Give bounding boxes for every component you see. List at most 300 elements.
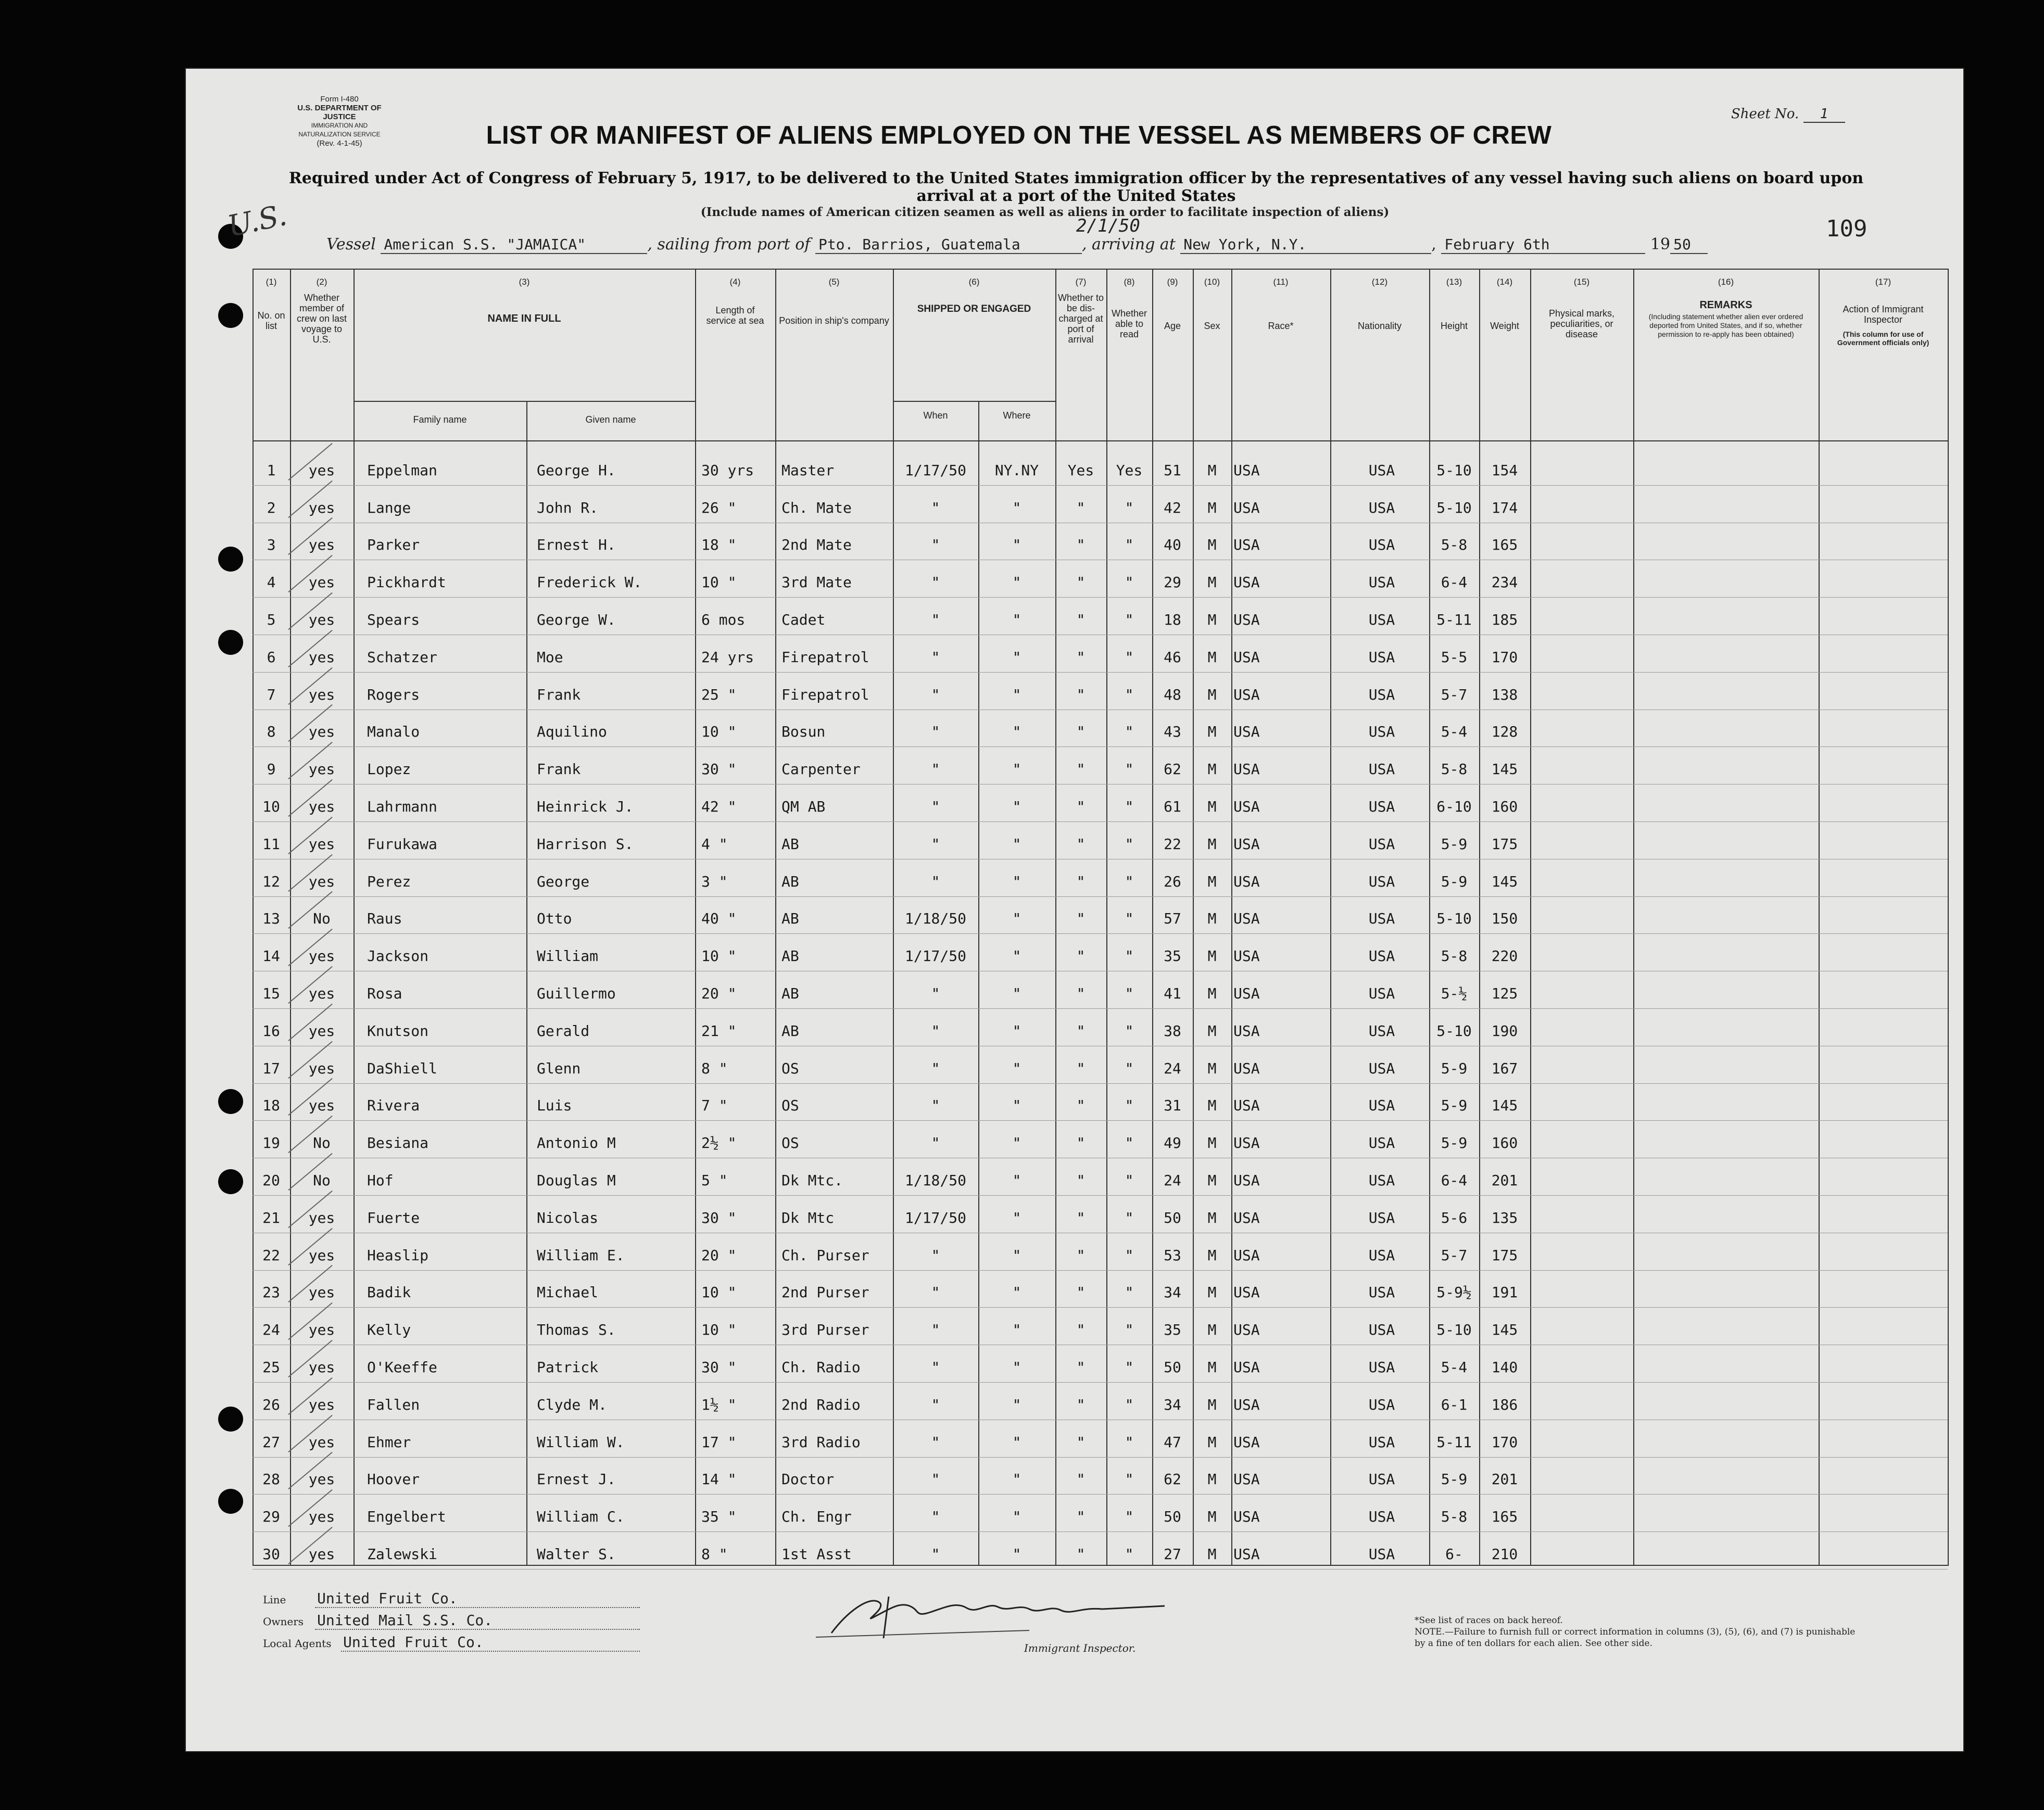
cell-race: USA [1233,872,1260,890]
cell-race: USA [1233,1059,1260,1077]
cell-age: 47 [1164,1433,1181,1451]
cell-service: 1½ " [701,1396,737,1413]
cell-age: 53 [1164,1246,1181,1264]
cell-age: 34 [1164,1284,1181,1301]
cell-nationality: USA [1368,1246,1395,1264]
cell-sex: M [1207,611,1217,628]
cell-last: yes [308,1209,335,1226]
cell-race: USA [1233,1246,1260,1264]
cell-nationality: USA [1368,761,1395,778]
cell-family: Eppelman [367,461,437,479]
cell-no: 6 [267,648,276,666]
sailing-value: Pto. Barrios, Guatemala [815,236,1082,254]
cell-age: 51 [1164,461,1181,479]
cell-nationality: USA [1368,1097,1395,1115]
cell-last: yes [308,1284,335,1301]
cell-when: " [931,872,940,890]
cell-no: 29 [262,1508,280,1526]
cell-last: yes [308,798,335,815]
cell-nationality: USA [1368,611,1395,628]
cell-age: 41 [1164,985,1181,1002]
cell-given: Ernest H. [537,536,616,554]
cell-sex: M [1207,499,1217,516]
cell-weight: 191 [1491,1284,1518,1301]
cell-where: " [1012,1508,1021,1526]
cell-when: " [931,536,940,554]
col-head-remarks: REMARKS [1699,299,1752,311]
cell-where: " [1012,686,1021,703]
cell-race: USA [1233,648,1260,666]
cell-when: " [931,499,940,516]
col-num-3: (3) [519,277,530,287]
cell-sex: M [1207,1209,1217,1226]
cell-age: 50 [1164,1359,1181,1376]
cell-discharged: " [1076,686,1086,703]
cell-no: 14 [262,947,280,965]
cell-last: yes [308,947,335,965]
col-head-shipped: SHIPPED OR ENGAGED [917,303,1031,314]
cell-nationality: USA [1368,686,1395,703]
cell-position: Dk Mtc [781,1209,835,1226]
cell-read: " [1125,1471,1134,1488]
col-head-race: Race* [1268,321,1294,331]
col-head-nationality: Nationality [1357,321,1402,331]
cell-where: " [1012,1396,1021,1413]
cell-sex: M [1207,1396,1217,1413]
col-num-5: (5) [828,277,840,287]
cell-last: yes [308,574,335,591]
cell-nationality: USA [1368,1022,1395,1040]
cell-position: AB [781,947,799,965]
row-rule [253,1531,1948,1532]
arriving-label: , arriving at [1081,235,1176,254]
include-statement: (Include names of American citizen seamen as well as aliens in order to facilitate inspection of aliens) [700,205,1390,219]
cell-position: AB [781,985,799,1002]
cell-age: 62 [1164,1471,1181,1488]
cell-weight: 138 [1491,686,1518,703]
cell-weight: 220 [1491,947,1518,965]
cell-discharged: " [1076,1134,1086,1152]
cell-service: 18 " [701,536,737,554]
cell-where: " [1012,1059,1021,1077]
col-num-2: (2) [316,277,327,287]
cell-where: " [1012,536,1021,554]
required-statement: Required under Act of Congress of February 5, 1917, to be delivered to the United States immigration officer by the representatives of any vessel having such aliens on board upon arrival at a port of the United States [288,169,1864,205]
cell-weight: 174 [1491,499,1518,516]
cell-height: 5-9 [1441,835,1468,853]
cell-when: " [931,648,940,666]
cell-when: " [931,611,940,628]
cell-service: 3 " [701,872,728,890]
cell-no: 17 [262,1059,280,1077]
cell-sex: M [1207,947,1217,965]
col-head-read: Whether able to read [1111,308,1147,339]
cell-no: 3 [267,536,276,554]
cell-family: Rogers [367,686,420,703]
cell-last: yes [308,761,335,778]
cell-read: " [1125,1433,1134,1451]
cell-no: 15 [262,985,280,1002]
cell-race: USA [1233,761,1260,778]
cell-given: William W. [537,1433,625,1451]
cell-given: Heinrick J. [537,798,634,815]
cell-race: USA [1233,723,1260,741]
cell-sex: M [1207,1433,1217,1451]
col-head-height: Height [1440,321,1468,331]
cell-height: 5-9½ [1436,1284,1472,1301]
cell-height: 5-10 [1436,499,1472,516]
cell-where: " [1012,611,1021,628]
cell-age: 40 [1164,536,1181,554]
cell-given: Ernest J. [537,1471,616,1488]
cell-when: 1/18/50 [904,910,966,928]
cell-sex: M [1207,461,1217,479]
cell-no: 10 [262,798,280,815]
cell-sex: M [1207,872,1217,890]
cell-discharged: Yes [1067,461,1094,479]
cell-race: USA [1233,1546,1260,1563]
cell-family: Fallen [367,1396,420,1413]
owners-field [263,1612,640,1630]
cell-weight: 154 [1491,461,1518,479]
col-head-position: Position in ship's company [779,315,889,326]
row-rule [253,1270,1948,1271]
cell-service: 30 " [701,761,737,778]
row-rule [253,821,1948,822]
col-head-physical: Physical marks, peculiarities, or disease [1548,308,1615,339]
cell-when: " [931,1246,940,1264]
cell-last: yes [308,536,335,554]
cell-discharged: " [1076,1284,1086,1301]
cell-when: " [931,686,940,703]
cell-family: Fuerte [367,1209,420,1226]
cell-discharged: " [1076,611,1086,628]
cell-nationality: USA [1368,1284,1395,1301]
cell-weight: 201 [1491,1172,1518,1189]
cell-service: 35 " [701,1508,737,1526]
cell-read: Yes [1116,461,1143,479]
cell-height: 5-10 [1436,1022,1472,1040]
cell-position: Master [781,461,835,479]
col-num-16: (16) [1718,277,1734,287]
cell-given: Clyde M. [537,1396,607,1413]
row-rule [253,896,1948,897]
cell-weight: 160 [1491,1134,1518,1152]
row-rule [253,1120,1948,1121]
cell-position: Firepatrol [781,648,869,666]
cell-read: " [1125,499,1134,516]
cell-weight: 186 [1491,1396,1518,1413]
cell-position: OS [781,1134,799,1152]
row-rule [253,1457,1948,1458]
col-num-9: (9) [1167,277,1178,287]
row-rule [253,1083,1948,1084]
cell-no: 12 [262,872,280,890]
cell-service: 40 " [701,910,737,928]
cell-weight: 185 [1491,611,1518,628]
cell-discharged: " [1076,1321,1086,1339]
cell-service: 30 " [701,1209,737,1226]
stamp-number: 109 [1826,216,1868,242]
cell-position: AB [781,872,799,890]
cell-discharged: " [1076,761,1086,778]
cell-last: yes [308,1359,335,1376]
cell-where: " [1012,1471,1021,1488]
cell-nationality: USA [1368,1546,1395,1563]
cell-last: yes [308,1471,335,1488]
cell-nationality: USA [1368,985,1395,1002]
col-head-where: Where [1003,410,1031,421]
cell-sex: M [1207,1508,1217,1526]
department: U.S. DEPARTMENT OF JUSTICE [297,104,382,121]
vessel-value: American S.S. "JAMAICA" [381,236,647,254]
cell-read: " [1125,1321,1134,1339]
cell-discharged: " [1076,1359,1086,1376]
cell-sex: M [1207,1471,1217,1488]
cell-height: 5-7 [1441,1246,1468,1264]
cell-nationality: USA [1368,536,1395,554]
cell-sex: M [1207,574,1217,591]
cell-when: " [931,1508,940,1526]
cell-nationality: USA [1368,723,1395,741]
cell-race: USA [1233,1471,1260,1488]
cell-given: Luis [537,1097,572,1115]
cell-sex: M [1207,1097,1217,1115]
cell-nationality: USA [1368,798,1395,815]
cell-nationality: USA [1368,1209,1395,1226]
cell-height: 5-8 [1441,761,1468,778]
cell-given: George W. [537,611,616,628]
cell-weight: 210 [1491,1546,1518,1563]
line-field [263,1590,640,1608]
punch-hole [218,303,243,328]
cell-when: " [931,1396,940,1413]
form-number: Form I-480 [320,95,359,104]
cell-read: " [1125,648,1134,666]
cell-discharged: " [1076,648,1086,666]
cell-weight: 167 [1491,1059,1518,1077]
cell-no: 1 [267,461,276,479]
col-head-remarks-sub: (Including statement whether alien ever ordered deported from United States, and if so, whether permission to re-apply has been obtained) [1648,312,1803,338]
cell-race: USA [1233,1359,1260,1376]
cell-race: USA [1233,798,1260,815]
cell-position: QM AB [781,798,826,815]
row-rule [253,1307,1948,1308]
col-head-family: Family name [413,414,467,425]
cell-given: Patrick [537,1359,599,1376]
cell-given: William E. [537,1246,625,1264]
col-num-13: (13) [1446,277,1462,287]
cell-weight: 128 [1491,723,1518,741]
cell-no: 28 [262,1471,280,1488]
owners-value: United Mail S.S. Co. [315,1612,640,1630]
cell-nationality: USA [1368,461,1395,479]
cell-where: " [1012,1022,1021,1040]
cell-sex: M [1207,1284,1217,1301]
sailing-label: , sailing from port of [647,235,811,254]
cell-race: USA [1233,1284,1260,1301]
cell-height: 5-9 [1441,1059,1468,1077]
cell-weight: 165 [1491,536,1518,554]
cell-where: " [1012,1359,1021,1376]
cell-sex: M [1207,686,1217,703]
cell-read: " [1125,761,1134,778]
col-head-given: Given name [585,414,636,425]
row-rule [253,746,1948,747]
cell-discharged: " [1076,723,1086,741]
cell-position: Bosun [781,723,826,741]
cell-height: 5-9 [1441,872,1468,890]
punch-hole [218,1169,243,1194]
cell-sex: M [1207,1246,1217,1264]
cell-where: " [1012,872,1021,890]
cell-nationality: USA [1368,499,1395,516]
sheet-label: Sheet No. [1731,106,1799,122]
cell-read: " [1125,686,1134,703]
cell-given: Glenn [537,1059,581,1077]
cell-age: 49 [1164,1134,1181,1152]
cell-read: " [1125,798,1134,815]
cell-nationality: USA [1368,1508,1395,1526]
cell-discharged: " [1076,536,1086,554]
cell-where: " [1012,499,1021,516]
cell-family: Jackson [367,947,429,965]
cell-sex: M [1207,910,1217,928]
races-note: *See list of races on back hereof. [1415,1615,1563,1626]
cell-weight: 150 [1491,910,1518,928]
cell-position: Firepatrol [781,686,869,703]
cell-position: Dk Mtc. [781,1172,843,1189]
cell-last: yes [308,499,335,516]
col-head-service: Length of service at sea [706,305,764,326]
cell-when: 1/17/50 [904,461,966,479]
cell-no: 22 [262,1246,280,1264]
cell-sex: M [1207,1359,1217,1376]
cell-discharged: " [1076,1396,1086,1413]
cell-weight: 140 [1491,1359,1518,1376]
cell-when: " [931,985,940,1002]
col-head-sex: Sex [1204,321,1220,331]
cell-when: 1/17/50 [904,1209,966,1226]
cell-last: yes [308,686,335,703]
cell-position: Doctor [781,1471,835,1488]
line-value: United Fruit Co. [315,1590,640,1608]
row-rule [253,597,1948,598]
cell-last: yes [308,1321,335,1339]
cell-read: " [1125,1396,1134,1413]
col-head-age: Age [1164,321,1181,331]
cell-race: USA [1233,985,1260,1002]
cell-no: 27 [262,1433,280,1451]
arriving-value: New York, N.Y. [1180,236,1431,254]
cell-no: 16 [262,1022,280,1040]
cell-age: 35 [1164,1321,1181,1339]
cell-given: Walter S. [537,1546,616,1563]
cell-age: 48 [1164,686,1181,703]
inspector-signature [811,1581,1175,1643]
cell-height: 5-11 [1436,611,1472,628]
cell-family: Furukawa [367,835,437,853]
cell-age: 43 [1164,723,1181,741]
cell-height: 5-4 [1441,1359,1468,1376]
cell-family: Perez [367,872,411,890]
cell-service: 26 " [701,499,737,516]
cell-race: USA [1233,1022,1260,1040]
cell-service: 8 " [701,1546,728,1563]
arrival-date: February 6th [1441,236,1645,254]
cell-family: Kelly [367,1321,411,1339]
cell-no: 24 [262,1321,280,1339]
revision: (Rev. 4-1-45) [317,139,362,148]
manifest-sheet [186,69,1963,1751]
cell-height: 5-7 [1441,686,1468,703]
cell-discharged: " [1076,1471,1086,1488]
cell-no: 25 [262,1359,280,1376]
cell-sex: M [1207,536,1217,554]
cell-discharged: " [1076,574,1086,591]
cell-weight: 190 [1491,1022,1518,1040]
cell-read: " [1125,1209,1134,1226]
cell-read: " [1125,1508,1134,1526]
owners-label: Owners [263,1615,304,1628]
cell-race: USA [1233,947,1260,965]
cell-height: 5-11 [1436,1433,1472,1451]
cell-read: " [1125,1022,1134,1040]
cell-last: yes [308,1508,335,1526]
cell-age: 50 [1164,1508,1181,1526]
cell-no: 5 [267,611,276,628]
cell-race: USA [1233,910,1260,928]
cell-service: 10 " [701,947,737,965]
cell-age: 31 [1164,1097,1181,1115]
cell-family: Badik [367,1284,411,1301]
cell-discharged: " [1076,835,1086,853]
crew-table [253,269,1948,1566]
col-head-action-sub: (This column for use of Government officials only) [1837,330,1929,347]
cell-family: Ehmer [367,1433,411,1451]
cell-height: 5-10 [1436,1321,1472,1339]
cell-when: " [931,1022,940,1040]
cell-read: " [1125,611,1134,628]
cell-read: " [1125,1359,1134,1376]
cell-discharged: " [1076,910,1086,928]
cell-family: DaShiell [367,1059,437,1077]
cell-when: 1/18/50 [904,1172,966,1189]
cell-service: 17 " [701,1433,737,1451]
cell-race: USA [1233,1508,1260,1526]
cell-height: 6-10 [1436,798,1472,815]
cell-age: 42 [1164,499,1181,516]
cell-where: " [1012,1546,1021,1563]
row-rule [253,672,1948,673]
cell-no: 9 [267,761,276,778]
cell-weight: 175 [1491,1246,1518,1264]
cell-no: 19 [262,1134,280,1152]
cell-where: " [1012,723,1021,741]
cell-age: 57 [1164,910,1181,928]
cell-sex: M [1207,1134,1217,1152]
cell-family: Besiana [367,1134,429,1152]
cell-last: yes [308,1396,335,1413]
cell-weight: 201 [1491,1471,1518,1488]
cell-given: Thomas S. [537,1321,616,1339]
inspector-label: Immigrant Inspector. [1024,1642,1136,1654]
cell-service: 10 " [701,1321,737,1339]
punch-hole [218,630,243,655]
cell-when: " [931,835,940,853]
cell-height: 5-6 [1441,1209,1468,1226]
cell-position: Ch. Mate [781,499,852,516]
